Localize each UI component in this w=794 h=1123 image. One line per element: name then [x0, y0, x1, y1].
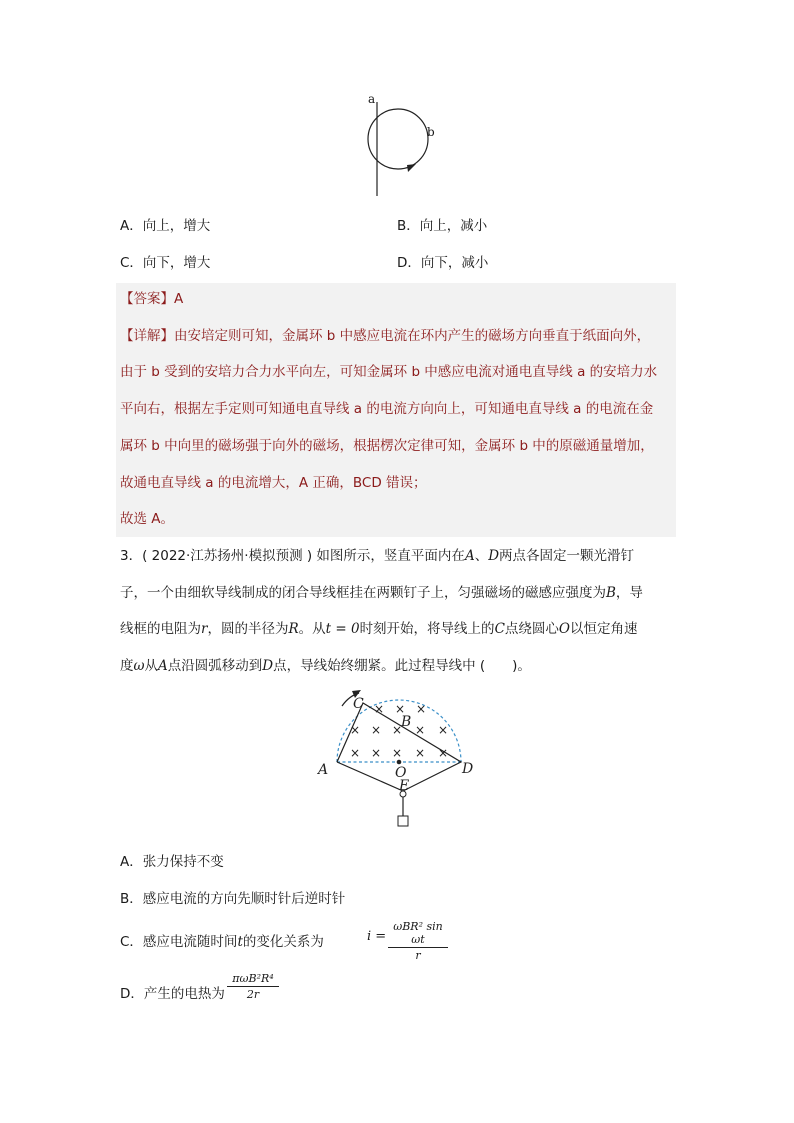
wire-ring-diagram	[360, 92, 450, 202]
wire-frame-diagram	[315, 686, 485, 834]
q3-option-b[interactable]: B．感应电流的方向先顺时针后逆时针	[120, 891, 346, 907]
q3-option-d[interactable]: D．产生的电热为	[120, 986, 225, 1002]
point-label-c: C	[353, 696, 364, 712]
cross-mark: ×	[373, 702, 385, 716]
formula-i-lhs: i =	[367, 929, 387, 944]
answer-detail-line: 【详解】由安培定则可知，金属环 b 中感应电流在环内产生的磁场方向垂直于纸面向外，	[120, 328, 651, 344]
answer-conclusion: 故选 A。	[120, 511, 175, 527]
q3-option-c[interactable]: C．感应电流随时间t的变化关系为	[120, 934, 324, 950]
q2-option-a[interactable]: A．向上，增大	[120, 218, 211, 234]
answer-detail-line: 属环 b 中向里的磁场强于向外的磁场，根据楞次定律可知，金属环 b 中的原磁通量增加，	[120, 438, 654, 454]
q3-stem-line-1: 3．( 2022·江苏扬州·模拟预测 ) 如图所示，竖直平面内在A、D两点各固定一颗光滑钉	[120, 548, 635, 564]
q3-stem-line-3: 线框的电阻为r，圆的半径为R。从t = 0时刻开始，将导线上的C点绕圆心O以恒定角速	[120, 621, 638, 637]
cross-mark: ×	[370, 746, 382, 760]
cross-mark: ×	[437, 723, 449, 737]
point-label-e: E	[399, 778, 410, 794]
point-label-a: A	[318, 762, 329, 778]
cross-mark: ×	[391, 723, 403, 737]
q2-option-c[interactable]: C．向下，增大	[120, 255, 211, 271]
point-label-d: D	[462, 761, 474, 777]
q2-option-b[interactable]: B．向上，减小	[397, 218, 488, 234]
cross-mark: ×	[415, 702, 427, 716]
formula-heat-denominator: 2r	[246, 988, 260, 1001]
answer-detail-line: 故通电直导线 a 的电流增大，A 正确，BCD 错误；	[120, 475, 427, 491]
answer-detail-line: 平向右，根据左手定则可知通电直导线 a 的电流方向向上，可知通电直导线 a 的电流在金	[120, 401, 654, 417]
cross-mark: ×	[349, 746, 361, 760]
cross-mark: ×	[414, 746, 426, 760]
formula-heat	[227, 972, 279, 1001]
label-a: a	[368, 92, 376, 106]
cross-mark: ×	[370, 723, 382, 737]
point-label-o: O	[395, 765, 407, 781]
formula-current-numerator: ωBR² sin ωt	[393, 920, 443, 946]
q3-stem-line-4: 度ω从A点沿圆弧移动到D点，导线始终绷紧。此过程导线中 ( )。	[120, 658, 531, 674]
point-label-b: B	[401, 714, 412, 730]
q2-option-d[interactable]: D．向下，减小	[397, 255, 489, 271]
formula-heat-numerator: πωB²R⁴	[232, 972, 274, 985]
cross-mark: ×	[414, 723, 426, 737]
cross-mark: ×	[437, 746, 449, 760]
figure-wire-frame	[315, 686, 485, 834]
formula-current-denominator: r	[415, 949, 421, 962]
label-b: b	[427, 125, 435, 139]
figure-wire-ring	[360, 92, 450, 202]
answer-detail-line: 由于 b 受到的安培力合力水平向左，可知金属环 b 中感应电流对通电直导线 a 的安培力水	[120, 364, 658, 380]
q3-stem-line-2: 子，一个由细软导线制成的闭合导线框挂在两颗钉子上，匀强磁场的磁感应强度为B，导	[120, 585, 643, 601]
cross-mark: ×	[349, 723, 361, 737]
answer-tag: 【答案】A	[120, 291, 184, 307]
cross-mark: ×	[394, 702, 406, 716]
formula-current	[388, 920, 448, 962]
q3-option-a[interactable]: A．张力保持不变	[120, 854, 224, 870]
cross-mark: ×	[391, 746, 403, 760]
